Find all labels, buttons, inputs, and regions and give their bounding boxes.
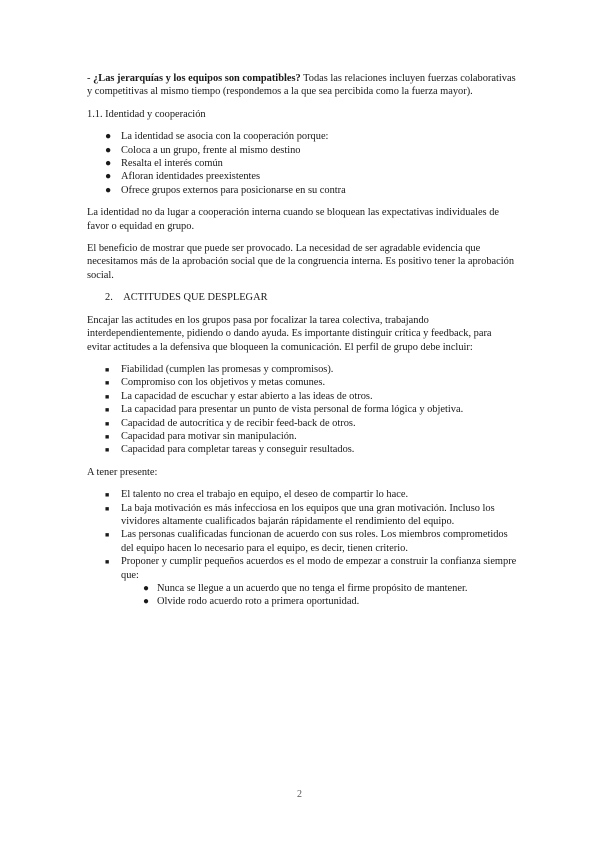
section-number: 2. — [105, 292, 113, 304]
intro-question: ¿Las jerarquías y los equipos son compatibles? — [93, 73, 301, 84]
bullet-icon: ● — [105, 184, 112, 196]
bullet-icon: ● — [105, 131, 112, 143]
square-bullet-icon: ■ — [105, 446, 110, 455]
list-item: ● Ofrece grupos externos para posicionarse en su contra — [105, 184, 346, 196]
square-bullet-icon: ■ — [105, 558, 110, 567]
paragraph-identity: La identidad no da lugar a cooperación interna cuando se bloquean las expectativas individuales de favor o equidad en grupo. — [87, 207, 500, 232]
square-bullet-icon: ■ — [105, 392, 110, 401]
list-item: ● Nunca se llegue a un acuerdo que no tenga el firme propósito de mantener. — [143, 583, 468, 594]
section-title: ACTITUDES QUE DESPLEGAR — [123, 292, 268, 304]
document-page — [87, 72, 517, 618]
square-bullet-icon: ■ — [105, 432, 110, 441]
square-bullet-icon: ■ — [105, 504, 110, 513]
list-item: ■ Capacidad para completar tareas y conseguir resultados. — [87, 443, 517, 456]
list-item: ■ Proponer y cumplir pequeños acuerdos es el modo de empezar a construir la confianza siempre que: ● Nunca se llegue a un acuerdo que no tenga el firme propósito de mantener. ● Olvide rodo acuerdo roto a primera oportunidad. — [105, 556, 517, 608]
group-profile-list — [87, 363, 517, 457]
square-bullet-icon: ■ — [105, 379, 110, 388]
bullet-icon: ● — [143, 596, 150, 608]
page-number: 2 — [297, 789, 302, 800]
square-bullet-icon: ■ — [105, 491, 110, 500]
square-bullet-icon: ■ — [105, 406, 110, 415]
bullet-icon: ● — [105, 171, 112, 183]
list-item: ● La identidad se asocia con la cooperación porque: — [105, 131, 329, 143]
square-bullet-icon: ■ — [105, 419, 110, 428]
list-item: ■ Compromiso con los objetivos y metas comunes. — [87, 376, 517, 389]
intro-prefix: - — [87, 73, 94, 84]
subheading-tener-presente: A tener presente: — [87, 466, 158, 478]
bullet-icon: ● — [105, 158, 112, 170]
considerations-list — [87, 488, 517, 609]
list-item: ■ La baja motivación es más infecciosa en los equipos que una gran motivación. Incluso los vividores altamente cualificados bajarán rápidamente el rendimiento del equipo. — [105, 502, 495, 527]
square-bullet-icon: ■ — [105, 365, 110, 374]
list-item: ■ Capacidad para motivar sin manipulación. — [87, 430, 517, 443]
agreements-sublist — [121, 582, 517, 609]
list-item: ● Afloran identidades preexistentes — [105, 171, 261, 183]
list-item: ■ La capacidad para presentar un punto de vista personal de forma lógica y objetiva. — [87, 403, 517, 416]
list-item: ● Coloca a un grupo, frente al mismo destino — [105, 144, 301, 156]
identity-list — [87, 130, 517, 197]
paragraph-attitudes: Encajar las actitudes en los grupos pasa por focalizar la tarea colectiva, trabajando interdependientemente, pidiendo o dando ayuda. Es importante distinguir crítica y feedback, para evitar actitudes a la defensiva que bloqueen la comunicación. El perfil de grupo debe incluir: — [87, 314, 492, 353]
list-item: ■ Fiabilidad (cumplen las promesas y compromisos). — [87, 363, 517, 376]
section-heading-1-1: 1.1. Identidad y cooperación — [87, 108, 206, 120]
list-item: ● Resalta el interés común — [105, 158, 223, 170]
bullet-icon: ● — [143, 583, 150, 594]
square-bullet-icon: ■ — [105, 531, 110, 540]
section-heading-2 — [87, 291, 517, 304]
intro-paragraph — [87, 72, 517, 99]
list-item: ■ Las personas cualificadas funcionan de acuerdo con sus roles. Los miembros comprometidos del equipo hacen lo necesario para el equipo, es decir, tienen criterio. — [105, 529, 508, 554]
paragraph-benefit: El beneficio de mostrar que puede ser provocado. La necesidad de ser agradable evidencia que necesitamos más de la aprobación social que de la congruencia interna. Es positivo tener la aprobación social. — [87, 243, 515, 281]
list-item: ■ El talento no crea el trabajo en equipo, el deseo de compartir lo hace. — [87, 488, 517, 501]
list-item: ■ La capacidad de escuchar y estar abierto a las ideas de otros. — [87, 390, 517, 403]
intro-text: Todas las relaciones incluyen fuerzas colaborativas y competitivas al mismo tiempo (respondemos a la que sea percibida como la fuerza mayor). — [87, 73, 516, 98]
list-item: ● Olvide rodo acuerdo roto a primera oportunidad. — [143, 596, 360, 608]
list-item: ■ Capacidad de autocrítica y de recibir feed-back de otros. — [87, 417, 517, 430]
bullet-icon: ● — [105, 144, 112, 156]
